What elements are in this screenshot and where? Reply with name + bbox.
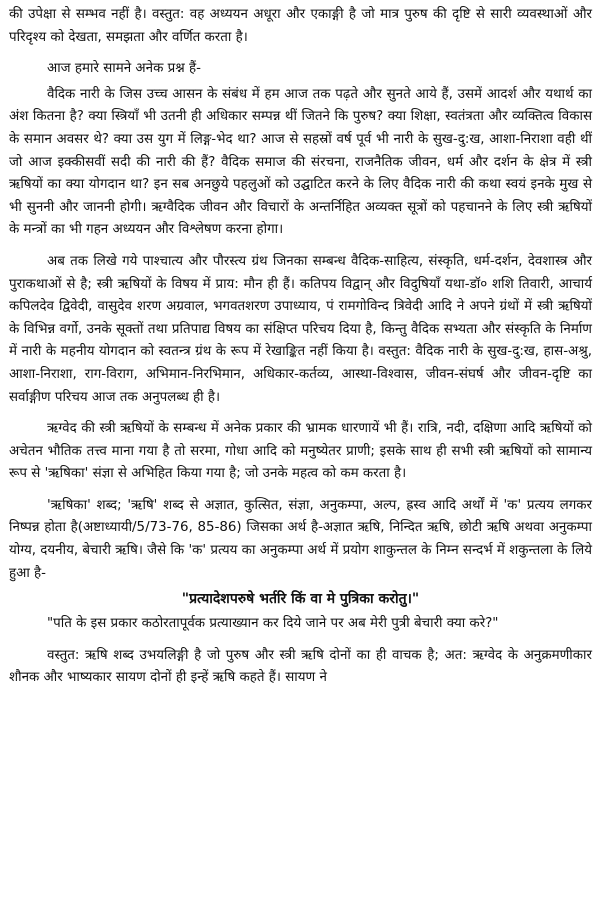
paragraph-closing: वस्तुत: ऋषि शब्द उभयलिङ्गी है जो पुरुष और स्त्री ऋषि दोनों का ही वाचक है; अत: ऋग्वेद के अनुक्रमणीकार शौनक और भाष्यकार सायण दोनों ही इन्हें ऋषि कहते हैं। सायण ने — [9, 647, 592, 686]
paragraph-misconceptions: ऋग्वेद की स्त्री ऋषियों के सम्बन्ध में अनेक प्रकार की भ्रामक धारणायें भी हैं। रात्रि, नदी, दक्षिणा आदि ऋषियों को अचेतन भौतिक तत्त्व माना गया है तो सरमा, गोधा आदि को मनुष्येतर प्राणी; इसके साथ ही सभी स्त्री ऋषियों को सामान्य रूप से 'ऋषिका' संज्ञा से अभिहित किया गया है; जो उनके महत्व को कम करता है। — [9, 421, 592, 482]
paragraph-continuation: की उपेक्षा से सम्भव नहीं है। वस्तुत: वह अध्ययन अधूरा और एकाङ्गी है जो मात्र पुरुष की दृष्टि से सारी व्यवस्थाओं और परिदृश्य को देखता, समझता और वर्णित करता है। — [9, 7, 592, 45]
sanskrit-verse-quote: "प्रत्यादेशपरुषे भर्तरि किं वा मे पुत्रिका करोतु।" — [181, 591, 420, 608]
paragraph-vedic-woman-questions: वैदिक नारी के जिस उच्च आसन के संबंध में हम आज तक पढ़ते और सुनते आये हैं, उसमें आदर्श और यथार्थ का अंश कितना है? क्या स्त्रियाँ भी उतनी ही अधिकार सम्पन्न थीं जितने कि पुरुष? क्या शिक्षा, स्वतंत्रता और व्यक्तित्व विकास के समान अवसर थे? क्या उस युग में लिङ्ग-भेद था? आज से सहस्रों वर्ष पूर्व भी नारी के सुख-दु:ख, आशा-निराशा वही थीं जो आज इक्कीसवीं सदी की नारी की हैं? वैदिक समाज की संरचना, राजनैतिक जीवन, धर्म और दर्शन के क्षेत्र में स्त्री ऋषियों का क्या योगदान था? इन सब अनछुये पहलुओं को उद्घाटित करने के लिए वैदिक नारी की कथा स्वयं इनके मुख से भी सुननी और जाननी होगी। ऋग्वैदिक जीवन और विचारों के अन्तर्निहित अव्यक्त सूत्रों को पहचानने के लिए स्त्री ऋषियों के मन्त्रों का भी गहन अध्ययन और विश्लेषण करना होगा। — [9, 86, 592, 238]
paragraph-rishika-etymology: 'ऋषिका' शब्द; 'ऋषि' शब्द से अज्ञात, कुत्सित, संज्ञा, अनुकम्पा, अल्प, ह्रस्व आदि अर्थों में 'क' प्रत्यय लगकर निष्पन्न होता है(अष्टाध्यायी/5/73-76, 85-86) जिसका अर्थ है-अज्ञात ऋषि, निन्दित ऋषि, छोटी ऋषि अथवा अनुकम्पा योग्य, दयनीय, बेचारी ऋषि। जैसे कि 'क' प्रत्यय का अनुकम्पा अर्थ में प्रयोग शाकुन्तल के निम्न सन्दर्भ में शकुन्तला के लिये हुआ है- — [9, 497, 592, 581]
paragraph-questions-intro: आज हमारे सामने अनेक प्रश्न हैं- — [47, 61, 201, 77]
paragraph-existing-literature: अब तक लिखे गये पाश्चात्य और पौरस्त्य ग्रंथ जिनका सम्बन्ध वैदिक-साहित्य, संस्कृति, धर्म-दर्शन, देवशास्त्र और पुराकथाओं से है; स्त्री ऋषियों के विषय में प्राय: मौन ही हैं। कतिपय विद्वान् और विदुषियाँ यथा-डॉ० शशि तिवारी, आचार्य कपिलदेव द्विवेदी, वासुदेव शरण अग्रवाल, भगवतशरण उपाध्याय, पं रामगोविन्द त्रिवेदी आदि ने अपने ग्रंथों में स्त्री ऋषियों के विभिन्न वर्गो, उनके सूक्तों तथा प्रतिपाद्य विषय का संक्षिप्त परिचय दिया है, किन्तु वैदिक सभ्यता और संस्कृति के निर्माण में नारी के महनीय योगदान को स्वतन्त्र ग्रंथ के रूप में रेखाङ्कित नहीं किया है। वस्तुत: वैदिक नारी के सुख-दु:ख, हास-अश्रु, आशा-निराशा, राग-विराग, अभिमान-निरभिमान, अधिकार-कर्तव्य, आस्था-विश्वास, जीवन-संघर्ष और जीवन-दृष्टि का सर्वाङ्गीण परिचय आज तक अनुपलब्ध ही है। — [9, 253, 592, 405]
verse-translation: "पति के इस प्रकार कठोरतापूर्वक प्रत्याख्यान कर दिये जाने पर अब मेरी पुत्री बेचारी क्या करे?" — [47, 616, 499, 632]
